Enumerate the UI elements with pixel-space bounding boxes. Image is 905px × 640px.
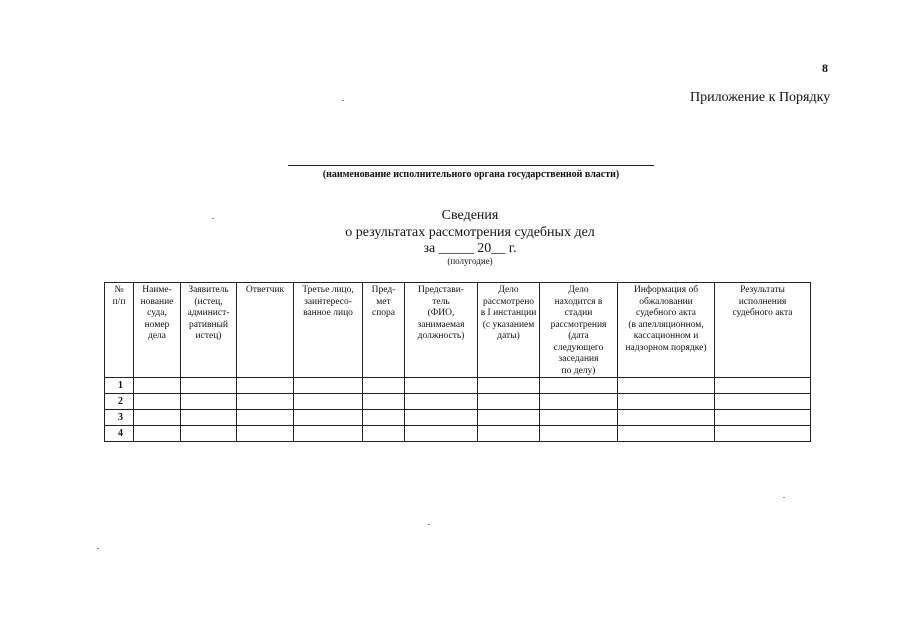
- page-number: 8: [822, 61, 828, 75]
- table-cell: [618, 426, 715, 442]
- table-cell: [715, 426, 811, 442]
- row-number: 2: [105, 394, 134, 410]
- org-name-line: [288, 165, 654, 166]
- scan-speck: [342, 100, 344, 101]
- table-cell: [294, 378, 363, 394]
- table-cell: [134, 426, 181, 442]
- table-cell: [237, 426, 294, 442]
- table-cell: [363, 394, 405, 410]
- appendix-label: Приложение к Порядку: [690, 90, 831, 105]
- table-cell: [540, 410, 618, 426]
- table-cell: [181, 394, 237, 410]
- title-line-1: Сведения: [441, 208, 499, 223]
- table-cell: [294, 394, 363, 410]
- table-cell: [540, 426, 618, 442]
- table-cell: [181, 410, 237, 426]
- row-number: 4: [105, 426, 134, 442]
- table-cell: [715, 378, 811, 394]
- col-header-subject: Пред- мет спора: [363, 283, 405, 378]
- table-cell: [237, 410, 294, 426]
- table-cell: [540, 378, 618, 394]
- table-cell: [237, 378, 294, 394]
- document-title: [300, 207, 640, 241]
- org-name-caption: (наименование исполнительного органа государственной власти): [322, 169, 620, 180]
- table-header-row: [105, 283, 811, 378]
- scan-speck: [783, 497, 785, 498]
- table-cell: [181, 426, 237, 442]
- table-cell: [294, 426, 363, 442]
- table-cell: [715, 410, 811, 426]
- col-header-number: № п/п: [105, 283, 134, 378]
- table-cell: [363, 378, 405, 394]
- col-header-defendant: Ответчик: [237, 283, 294, 378]
- col-header-appeal-info: Информация об обжаловании судебного акта (в апелляционном, кассационном и надзорном порядке): [618, 283, 715, 378]
- table-cell: [715, 394, 811, 410]
- title-line-2: о результатах рассмотрения судебных дел: [345, 225, 595, 240]
- row-number: 3: [105, 410, 134, 426]
- scan-speck: [428, 524, 430, 525]
- table-row: [105, 394, 811, 410]
- table-cell: [478, 378, 540, 394]
- table-cell: [363, 426, 405, 442]
- table-cell: [405, 394, 478, 410]
- col-header-court: Наиме- нование суда, номер дела: [134, 283, 181, 378]
- table-cell: [134, 378, 181, 394]
- table-cell: [294, 410, 363, 426]
- table-cell: [405, 410, 478, 426]
- table-cell: [618, 378, 715, 394]
- table-cell: [618, 410, 715, 426]
- table-cell: [237, 394, 294, 410]
- col-header-first-instance: Дело рассмотрено в I инстанции (с указанием даты): [478, 283, 540, 378]
- table-cell: [618, 394, 715, 410]
- table-cell: [134, 394, 181, 410]
- half-year-caption: (полугодие): [447, 256, 493, 266]
- table-cell: [363, 410, 405, 426]
- table-cell: [181, 378, 237, 394]
- period-line: за _____ 20__ г.: [423, 241, 517, 256]
- table-row: [105, 378, 811, 394]
- table-cell: [405, 426, 478, 442]
- table-cell: [478, 426, 540, 442]
- col-header-execution: Результаты исполнения судебного акта: [715, 283, 811, 378]
- col-header-third-party: Третье лицо, заинтересо- ванное лицо: [294, 283, 363, 378]
- table-cell: [478, 410, 540, 426]
- table-cell: [405, 378, 478, 394]
- table-cell: [134, 410, 181, 426]
- table-row: [105, 426, 811, 442]
- table-cell: [478, 394, 540, 410]
- col-header-stage: Дело находится в стадии рассмотрения (дата следующего заседания по делу): [540, 283, 618, 378]
- table-cell: [540, 394, 618, 410]
- col-header-representative: Представи- тель (ФИО, занимаемая должность): [405, 283, 478, 378]
- court-cases-table: [104, 282, 811, 442]
- scan-speck: [97, 548, 99, 549]
- table-row: [105, 410, 811, 426]
- col-header-plaintiff: Заявитель (истец, админист- ративный истец): [181, 283, 237, 378]
- row-number: 1: [105, 378, 134, 394]
- scan-speck: [212, 218, 214, 219]
